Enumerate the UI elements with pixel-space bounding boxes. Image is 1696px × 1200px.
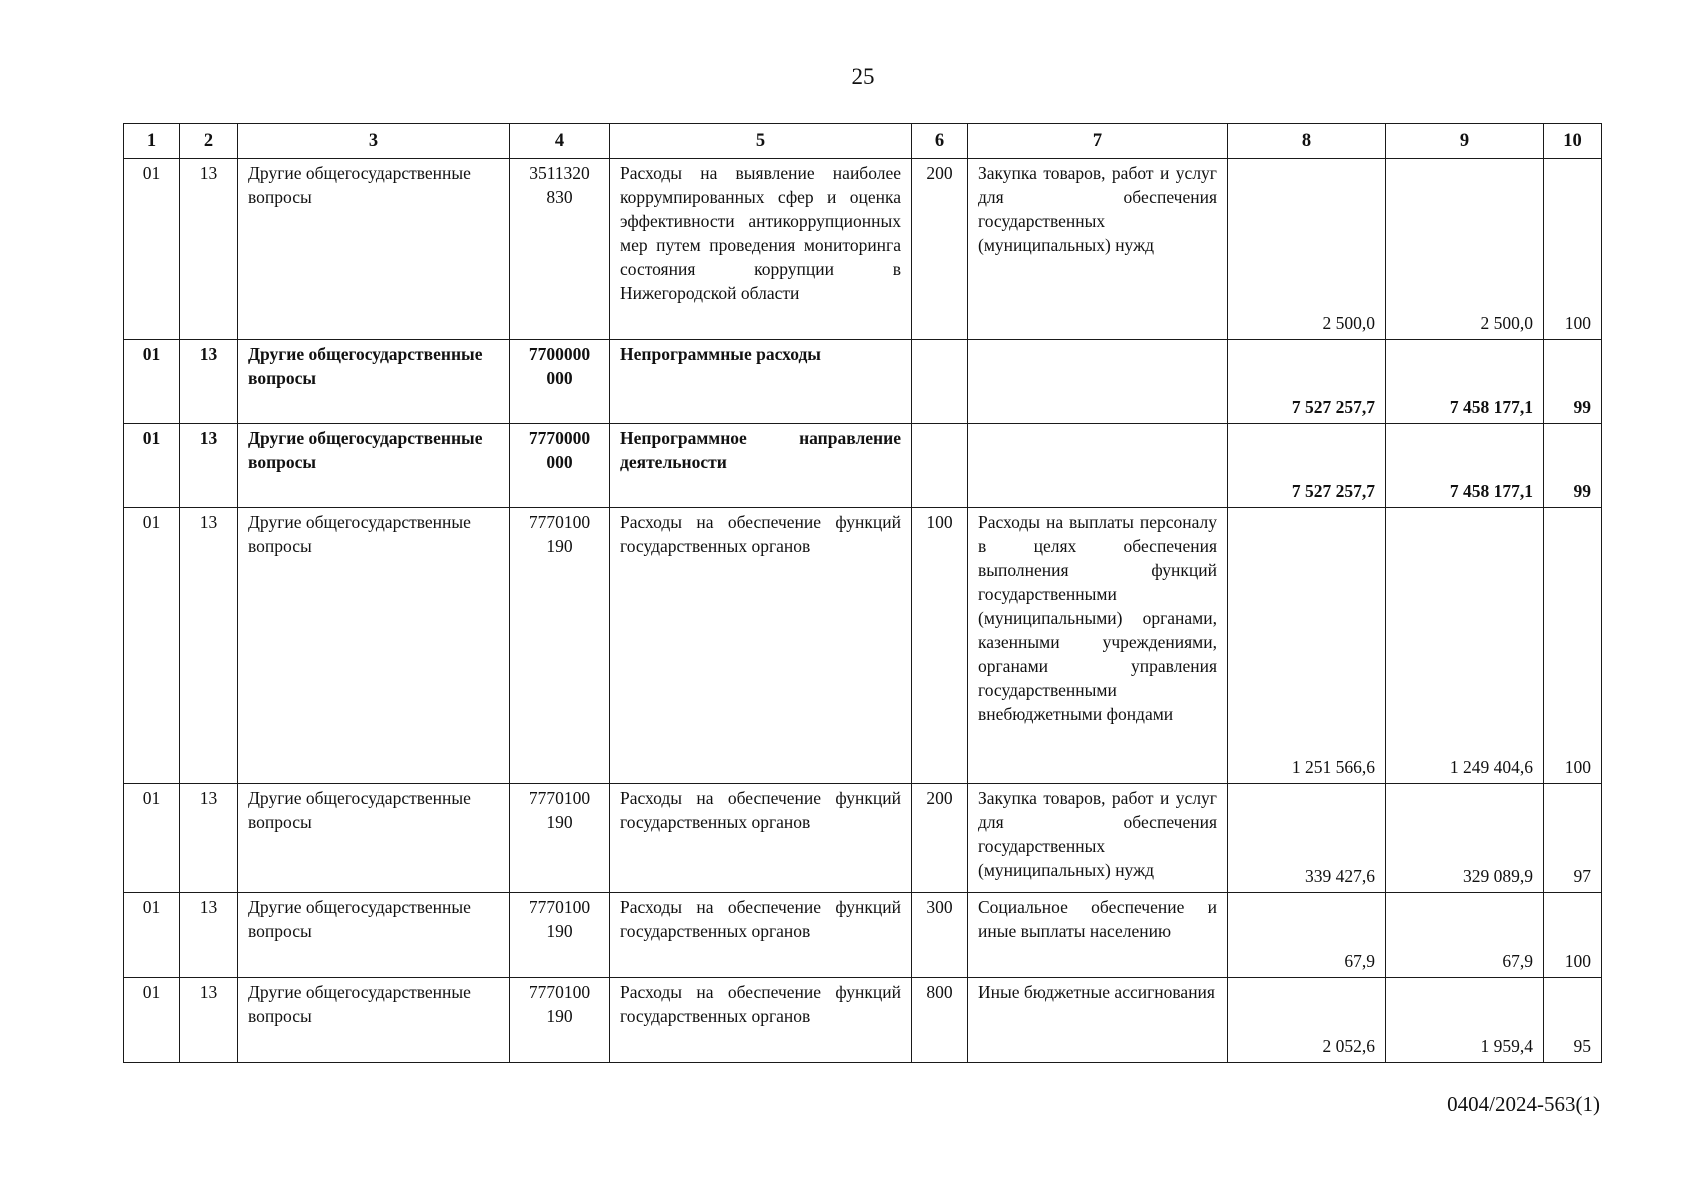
table-row	[124, 340, 1602, 424]
expense-type-name-cell: Закупка товаров, работ и услуг для обеспечения государственных (муниципальных) нужд	[968, 159, 1228, 340]
section-name-cell: Другие общегосударственные вопросы	[238, 978, 510, 1063]
percent-cell: 95	[1544, 978, 1602, 1063]
percent-cell: 99	[1544, 340, 1602, 424]
actual-amount-cell: 67,9	[1386, 893, 1544, 978]
expense-type-name-cell: Социальное обеспечение и иные выплаты населению	[968, 893, 1228, 978]
expense-type-cell: 100	[912, 508, 968, 784]
planned-amount-cell: 1 251 566,6	[1228, 508, 1386, 784]
target-article-cell: 7700000 000	[510, 340, 610, 424]
section-name-cell: Другие общегосударственные вопросы	[238, 893, 510, 978]
expense-name-cell: Расходы на выявление наиболее коррумпированных сфер и оценка эффективности антикоррупционных мер путем проведения мониторинга состояния коррупции в Нижегородской области	[610, 159, 912, 340]
planned-amount-cell: 7 527 257,7	[1228, 340, 1386, 424]
section-name-cell: Другие общегосударственные вопросы	[238, 508, 510, 784]
section-name-cell: Другие общегосударственные вопросы	[238, 340, 510, 424]
section-name-cell: Другие общегосударственные вопросы	[238, 424, 510, 508]
planned-amount-cell: 2 052,6	[1228, 978, 1386, 1063]
table-row	[124, 893, 1602, 978]
subsection-code-cell: 13	[180, 508, 238, 784]
percent-cell: 100	[1544, 508, 1602, 784]
table-header-row	[124, 124, 1602, 159]
expense-type-cell	[912, 424, 968, 508]
subsection-code-cell: 13	[180, 978, 238, 1063]
section-code-cell: 01	[124, 159, 180, 340]
subsection-code-cell: 13	[180, 784, 238, 893]
section-code-cell: 01	[124, 508, 180, 784]
expense-type-name-cell	[968, 340, 1228, 424]
expense-type-name-cell	[968, 424, 1228, 508]
expense-type-cell: 300	[912, 893, 968, 978]
actual-amount-cell: 7 458 177,1	[1386, 424, 1544, 508]
section-code-cell: 01	[124, 978, 180, 1063]
section-code-cell: 01	[124, 893, 180, 978]
target-article-cell: 7770000 000	[510, 424, 610, 508]
budget-table	[123, 123, 1602, 1063]
percent-cell: 97	[1544, 784, 1602, 893]
expense-type-name-cell: Закупка товаров, работ и услуг для обеспечения государственных (муниципальных) нужд	[968, 784, 1228, 893]
column-header: 4	[510, 124, 610, 159]
actual-amount-cell: 7 458 177,1	[1386, 340, 1544, 424]
table-row	[124, 978, 1602, 1063]
table-row	[124, 424, 1602, 508]
percent-cell: 99	[1544, 424, 1602, 508]
percent-cell: 100	[1544, 159, 1602, 340]
subsection-code-cell: 13	[180, 893, 238, 978]
expense-type-name-cell: Расходы на выплаты персоналу в целях обеспечения выполнения функций государственными (муниципальными) органами, казенными учреждениями, органами управления государственными внебюджетными фондами	[968, 508, 1228, 784]
expense-name-cell: Расходы на обеспечение функций государственных органов	[610, 784, 912, 893]
actual-amount-cell: 329 089,9	[1386, 784, 1544, 893]
expense-type-cell: 200	[912, 784, 968, 893]
column-header: 7	[968, 124, 1228, 159]
expense-name-cell: Расходы на обеспечение функций государственных органов	[610, 508, 912, 784]
planned-amount-cell: 67,9	[1228, 893, 1386, 978]
planned-amount-cell: 2 500,0	[1228, 159, 1386, 340]
expense-name-cell: Непрограммное направление деятельности	[610, 424, 912, 508]
page-number: 25	[851, 64, 875, 89]
column-header: 6	[912, 124, 968, 159]
section-name-cell: Другие общегосударственные вопросы	[238, 159, 510, 340]
actual-amount-cell: 1 249 404,6	[1386, 508, 1544, 784]
expense-name-cell: Расходы на обеспечение функций государственных органов	[610, 893, 912, 978]
table-row	[124, 159, 1602, 340]
subsection-code-cell: 13	[180, 424, 238, 508]
percent-cell: 100	[1544, 893, 1602, 978]
column-header: 9	[1386, 124, 1544, 159]
target-article-cell: 7770100 190	[510, 893, 610, 978]
column-header: 3	[238, 124, 510, 159]
subsection-code-cell: 13	[180, 159, 238, 340]
section-code-cell: 01	[124, 784, 180, 893]
section-code-cell: 01	[124, 340, 180, 424]
target-article-cell: 7770100 190	[510, 784, 610, 893]
column-header: 1	[124, 124, 180, 159]
section-code-cell: 01	[124, 424, 180, 508]
section-name-cell: Другие общегосударственные вопросы	[238, 784, 510, 893]
expense-type-name-cell: Иные бюджетные ассигнования	[968, 978, 1228, 1063]
planned-amount-cell: 7 527 257,7	[1228, 424, 1386, 508]
column-header: 10	[1544, 124, 1602, 159]
table-row	[124, 508, 1602, 784]
target-article-cell: 7770100 190	[510, 508, 610, 784]
actual-amount-cell: 1 959,4	[1386, 978, 1544, 1063]
target-article-cell: 3511320 830	[510, 159, 610, 340]
expense-name-cell: Расходы на обеспечение функций государственных органов	[610, 978, 912, 1063]
actual-amount-cell: 2 500,0	[1386, 159, 1544, 340]
expense-type-cell: 800	[912, 978, 968, 1063]
column-header: 5	[610, 124, 912, 159]
expense-name-cell: Непрограммные расходы	[610, 340, 912, 424]
column-header: 8	[1228, 124, 1386, 159]
expense-type-cell: 200	[912, 159, 968, 340]
planned-amount-cell: 339 427,6	[1228, 784, 1386, 893]
target-article-cell: 7770100 190	[510, 978, 610, 1063]
subsection-code-cell: 13	[180, 340, 238, 424]
expense-type-cell	[912, 340, 968, 424]
column-header: 2	[180, 124, 238, 159]
document-code: 0404/2024-563(1)	[1447, 1092, 1600, 1116]
table-row	[124, 784, 1602, 893]
